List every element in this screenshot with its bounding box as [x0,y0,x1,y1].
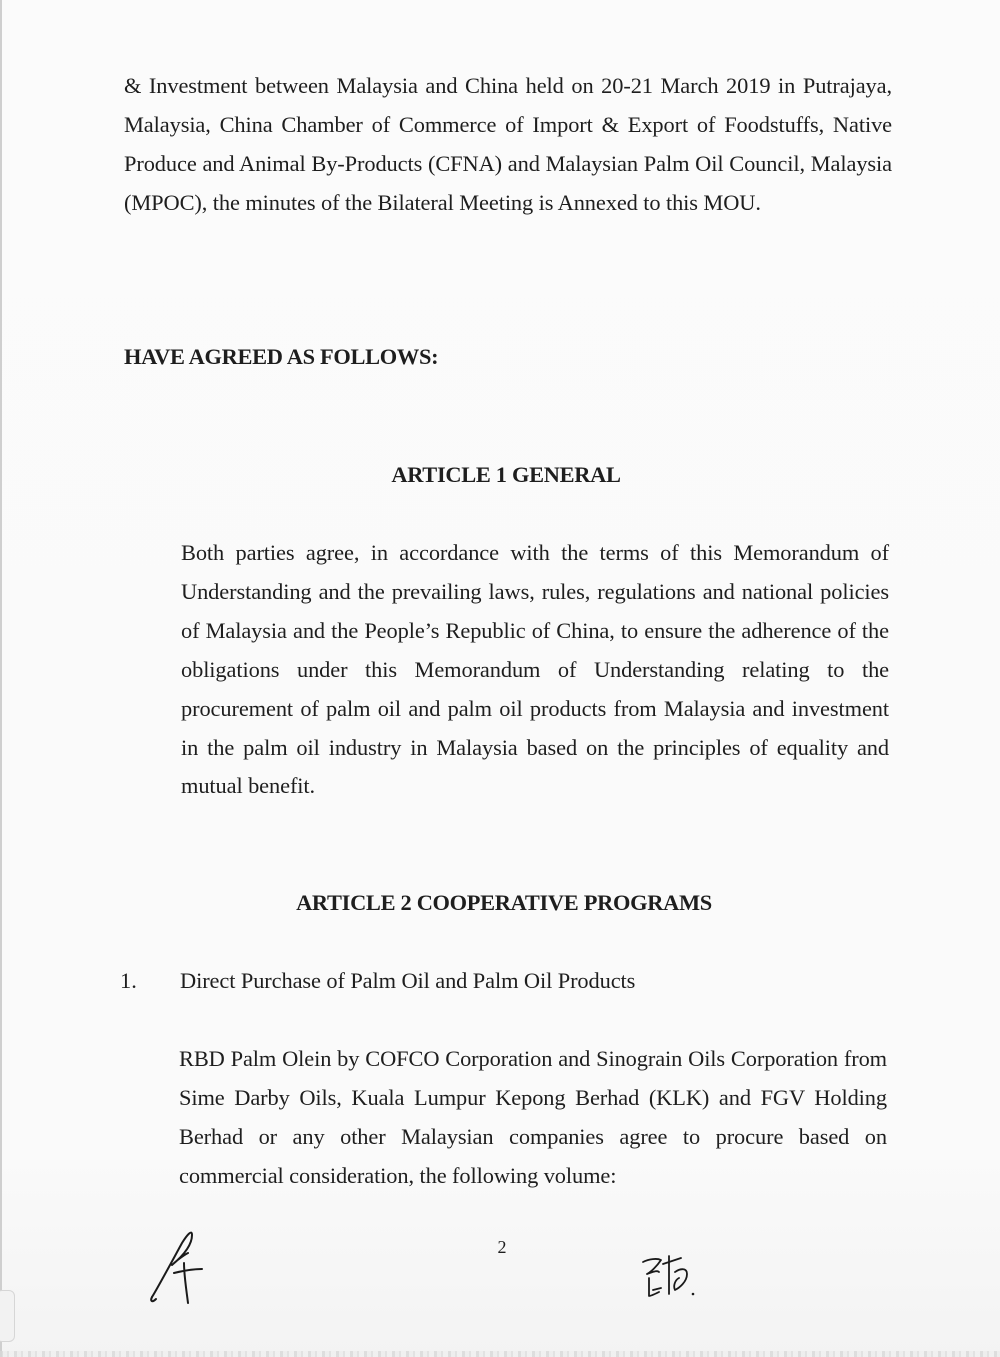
page-left-edge [0,0,2,1357]
page-bottom-edge [0,1351,1000,1357]
article-2-heading: ARTICLE 2 COOPERATIVE PROGRAMS [296,890,712,915]
list-item-title: Direct Purchase of Palm Oil and Palm Oil Products [180,968,636,993]
intro-paragraph: & Investment between Malaysia and China held on 20-21 March 2019 in Putrajaya, Malaysia, China Chamber of Commerce of Import & Export of Foodstuffs, Native Produce and Animal By-Products (CFNA) and Malaysian Palm Oil Council, Malaysia (MPOC), the minutes of the Bilateral Meeting is Annexed to this MOU. [124,73,892,215]
side-panel-tab[interactable] [0,1290,15,1342]
article-1-paragraph: Both parties agree, in accordance with the terms of this Memorandum of Understanding and the prevailing laws, rules, regulations and national policies of Malaysia and the People’s Republic of China, to ensure the adherence of the obligations under this Memorandum of Understanding relating to the procurement of palm oil and palm oil products from Malaysia and investment in the palm oil industry in Malaysia based on the principles of equality and mutual benefit. [181,540,889,799]
signature-right-icon [635,1250,700,1305]
agreed-heading: HAVE AGREED AS FOLLOWS: [124,344,439,369]
signature-left-icon [140,1225,220,1310]
article-1-heading: ARTICLE 1 GENERAL [391,462,621,487]
page-number: 2 [497,1237,507,1257]
list-item-number: 1. [120,968,137,993]
item-1-paragraph: RBD Palm Olein by COFCO Corporation and Sinograin Oils Corporation from Sime Darby Oils, Kuala Lumpur Kepong Berhad (KLK) and FGV Holding Berhad or any other Malaysian companies agree to procure based on commercial consideration, the following volume: [179,1046,887,1188]
